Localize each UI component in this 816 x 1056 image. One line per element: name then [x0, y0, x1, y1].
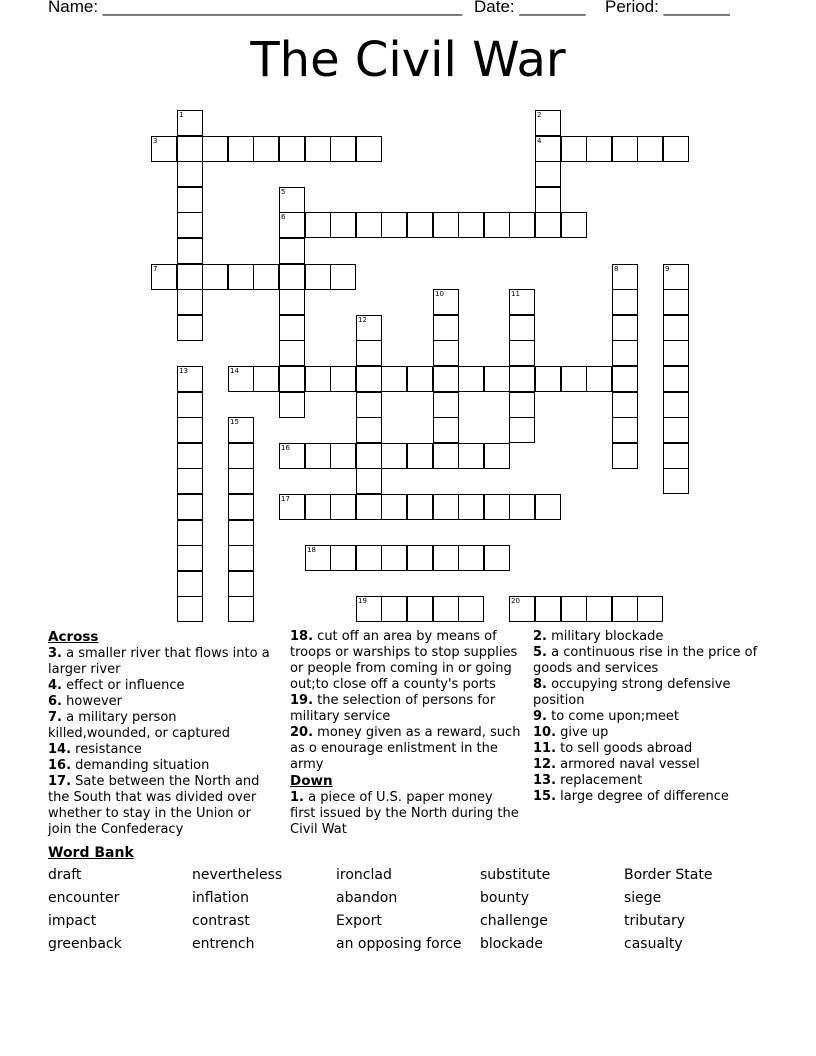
grid-cell[interactable] [381, 366, 407, 392]
clue-number-label: 2 [537, 111, 542, 119]
grid-cell[interactable] [458, 443, 484, 469]
grid-cell[interactable] [305, 136, 331, 162]
clue-down-10 [533, 725, 761, 741]
grid-cell[interactable] [433, 443, 459, 469]
clue-text: Sate between the North and the South that was divided over whether to stay in the Union or join the Confederacy [48, 774, 260, 837]
grid-cell[interactable] [612, 443, 638, 469]
grid-cell[interactable] [381, 443, 407, 469]
grid-cell[interactable] [305, 264, 331, 290]
grid-cell[interactable] [663, 340, 689, 366]
grid-cell[interactable] [612, 136, 638, 162]
grid-cell[interactable] [663, 468, 689, 494]
clue-text: a continuous rise in the price of goods and services [533, 645, 758, 676]
grid-cell[interactable] [433, 340, 459, 366]
clue-across-6 [48, 694, 270, 710]
grid-cell[interactable] [458, 212, 484, 238]
grid-cell[interactable] [279, 264, 305, 290]
grid-cell[interactable] [356, 468, 382, 494]
grid-cell[interactable] [407, 596, 433, 622]
clue-number-label: 13 [179, 367, 188, 375]
grid-cell[interactable] [228, 571, 254, 597]
grid-cell[interactable] [612, 417, 638, 443]
clue-text: money given as a reward, such as o enourage enlistment in the army [290, 725, 521, 772]
grid-cell[interactable] [484, 545, 510, 571]
grid-cell[interactable] [228, 545, 254, 571]
grid-cell[interactable] [663, 443, 689, 469]
grid-cell[interactable] [356, 136, 382, 162]
clue-text: armored naval vessel [560, 757, 700, 772]
grid-cell[interactable] [356, 366, 382, 392]
grid-cell[interactable] [177, 468, 203, 494]
grid-cell[interactable] [177, 136, 203, 162]
grid-cell[interactable] [484, 443, 510, 469]
grid-cell[interactable] [177, 264, 203, 290]
grid-cell[interactable] [433, 392, 459, 418]
clue-down-5 [533, 645, 761, 677]
grid-cell[interactable] [535, 366, 561, 392]
clue-number: 10. [533, 725, 557, 740]
grid-cell[interactable] [407, 212, 433, 238]
clue-down-11 [533, 741, 761, 757]
clue-number-label: 10 [435, 290, 444, 298]
clue-number: 7. [48, 710, 62, 725]
clue-column-2 [290, 629, 522, 838]
clue-text: military blockade [551, 629, 664, 644]
grid-cell[interactable] [458, 596, 484, 622]
grid-cell[interactable] [535, 596, 561, 622]
grid-cell[interactable] [356, 417, 382, 443]
clue-text: a military person killed,wounded, or captured [48, 710, 231, 741]
grid-cell[interactable] [509, 417, 535, 443]
grid-cell[interactable] [305, 443, 331, 469]
grid-cell[interactable] [177, 289, 203, 315]
clue-text: give up [560, 725, 609, 740]
clue-number-label: 15 [230, 418, 239, 426]
word-bank-item: challenge [480, 913, 548, 929]
clue-column-1 [48, 629, 270, 838]
grid-cell[interactable] [586, 596, 612, 622]
clue-number: 12. [533, 757, 557, 772]
grid-cell[interactable] [407, 494, 433, 520]
grid-cell[interactable] [509, 366, 535, 392]
grid-cell[interactable] [561, 596, 587, 622]
clue-number: 16. [48, 758, 72, 773]
grid-cell[interactable] [612, 366, 638, 392]
grid-cell[interactable] [228, 494, 254, 520]
grid-cell[interactable] [305, 366, 331, 392]
grid-cell[interactable] [177, 571, 203, 597]
grid-cell[interactable] [535, 212, 561, 238]
clue-number-label: 3 [153, 137, 158, 145]
grid-cell[interactable] [330, 366, 356, 392]
grid-cell[interactable] [561, 212, 587, 238]
clue-across-3 [48, 646, 270, 678]
grid-cell[interactable] [433, 545, 459, 571]
clue-across-20 [290, 725, 522, 773]
grid-cell[interactable] [433, 366, 459, 392]
clue-across-18 [290, 629, 522, 693]
grid-cell[interactable] [177, 187, 203, 213]
clue-number-label: 12 [358, 316, 367, 324]
clue-column-3 [533, 629, 761, 805]
page-title: The Civil War [250, 32, 566, 88]
grid-cell[interactable] [458, 366, 484, 392]
clue-number-label: 19 [358, 597, 367, 605]
grid-cell[interactable] [177, 212, 203, 238]
grid-cell[interactable] [177, 443, 203, 469]
word-bank-item: substitute [480, 867, 551, 883]
word-bank-item: blockade [480, 936, 543, 952]
word-bank-item: bounty [480, 890, 529, 906]
grid-cell[interactable] [509, 212, 535, 238]
clue-text: large degree of difference [560, 789, 729, 804]
word-bank-item: draft [48, 867, 82, 883]
clue-text: replacement [560, 773, 643, 788]
clue-number: 17. [48, 774, 72, 789]
word-bank-title: Word Bank [48, 845, 134, 861]
word-bank-item: ironclad [336, 867, 392, 883]
grid-cell[interactable] [253, 366, 279, 392]
clue-number-label: 11 [511, 290, 520, 298]
grid-cell[interactable] [433, 596, 459, 622]
clue-text: demanding situation [75, 758, 210, 773]
clue-number-label: 5 [281, 188, 286, 196]
clue-down-13 [533, 773, 761, 789]
clue-number: 11. [533, 741, 557, 756]
clue-number: 13. [533, 773, 557, 788]
word-bank-item: contrast [192, 913, 250, 929]
clue-down-1 [290, 790, 522, 838]
clue-text: to sell goods abroad [560, 741, 693, 756]
grid-cell[interactable] [458, 545, 484, 571]
grid-cell[interactable] [228, 443, 254, 469]
grid-cell[interactable] [612, 315, 638, 341]
down-heading: Down [290, 773, 333, 789]
clue-number: 9. [533, 709, 547, 724]
grid-cell[interactable] [612, 289, 638, 315]
grid-cell[interactable] [663, 392, 689, 418]
clue-number-label: 9 [665, 265, 670, 273]
clue-number: 5. [533, 645, 547, 660]
clue-down-15 [533, 789, 761, 805]
grid-cell[interactable] [509, 494, 535, 520]
grid-cell[interactable] [509, 392, 535, 418]
clue-number: 20. [290, 725, 314, 740]
grid-cell[interactable] [279, 392, 305, 418]
grid-cell[interactable] [330, 264, 356, 290]
grid-cell[interactable] [253, 136, 279, 162]
grid-cell[interactable] [228, 468, 254, 494]
grid-cell[interactable] [202, 136, 228, 162]
clue-down-2 [533, 629, 761, 645]
grid-cell[interactable] [535, 161, 561, 187]
clue-number: 8. [533, 677, 547, 692]
word-bank-item: impact [48, 913, 97, 929]
grid-cell[interactable] [637, 596, 663, 622]
clue-number: 18. [290, 629, 314, 644]
clue-number: 6. [48, 694, 62, 709]
date-label: Date: _______ [474, 0, 586, 16]
clue-across-7 [48, 710, 270, 742]
grid-cell[interactable] [433, 417, 459, 443]
grid-cell[interactable] [305, 212, 331, 238]
word-bank-item: nevertheless [192, 867, 283, 883]
word-bank-item: Border State [624, 867, 713, 883]
grid-cell[interactable] [356, 340, 382, 366]
clue-across-14 [48, 742, 270, 758]
grid-cell[interactable] [484, 366, 510, 392]
grid-cell[interactable] [561, 366, 587, 392]
grid-cell[interactable] [663, 315, 689, 341]
clue-text: cut off an area by means of troops or warships to stop supplies or people from coming in or going out;to close off a county's ports [290, 629, 518, 692]
grid-cell[interactable] [305, 494, 331, 520]
clue-number-label: 16 [281, 444, 290, 452]
grid-cell[interactable] [407, 443, 433, 469]
word-bank-item: casualty [624, 936, 683, 952]
clue-across-17 [48, 774, 270, 838]
word-bank-item: siege [624, 890, 662, 906]
grid-cell[interactable] [228, 264, 254, 290]
across-heading: Across [48, 629, 99, 645]
grid-cell[interactable] [663, 417, 689, 443]
grid-cell[interactable] [663, 366, 689, 392]
grid-cell[interactable] [330, 443, 356, 469]
grid-cell[interactable] [535, 494, 561, 520]
grid-cell[interactable] [279, 136, 305, 162]
word-bank-item: encounter [48, 890, 120, 906]
word-bank-item: entrench [192, 936, 255, 952]
clue-number-label: 7 [153, 265, 158, 273]
clue-text: a piece of U.S. paper money first issued by the North during the Civil Wat [290, 790, 519, 837]
grid-cell[interactable] [177, 315, 203, 341]
clue-down-9 [533, 709, 761, 725]
grid-cell[interactable] [228, 520, 254, 546]
clue-number-label: 8 [614, 265, 619, 273]
grid-cell[interactable] [330, 136, 356, 162]
grid-cell[interactable] [356, 443, 382, 469]
clue-text: resistance [75, 742, 142, 757]
grid-cell[interactable] [177, 520, 203, 546]
grid-cell[interactable] [509, 340, 535, 366]
grid-cell[interactable] [202, 264, 228, 290]
clue-number-label: 1 [179, 111, 184, 119]
grid-cell[interactable] [407, 545, 433, 571]
grid-cell[interactable] [253, 264, 279, 290]
grid-cell[interactable] [407, 366, 433, 392]
clue-number: 3. [48, 646, 62, 661]
clue-number-label: 17 [281, 495, 290, 503]
grid-cell[interactable] [484, 212, 510, 238]
grid-cell[interactable] [509, 315, 535, 341]
word-bank-item: inflation [192, 890, 249, 906]
clue-number-label: 6 [281, 213, 286, 221]
grid-cell[interactable] [228, 136, 254, 162]
grid-cell[interactable] [228, 596, 254, 622]
word-bank-item: abandon [336, 890, 398, 906]
grid-cell[interactable] [586, 366, 612, 392]
grid-cell[interactable] [535, 187, 561, 213]
grid-cell[interactable] [433, 494, 459, 520]
grid-cell[interactable] [177, 392, 203, 418]
grid-cell[interactable] [279, 289, 305, 315]
grid-cell[interactable] [279, 315, 305, 341]
grid-cell[interactable] [458, 494, 484, 520]
clue-number: 19. [290, 693, 314, 708]
clue-text: the selection of persons for military service [290, 693, 496, 724]
grid-cell[interactable] [330, 494, 356, 520]
grid-cell[interactable] [484, 494, 510, 520]
grid-cell[interactable] [356, 212, 382, 238]
grid-cell[interactable] [279, 366, 305, 392]
grid-cell[interactable] [637, 136, 663, 162]
clue-number: 1. [290, 790, 304, 805]
grid-cell[interactable] [561, 136, 587, 162]
name-label: Name: ______________________________________ [48, 0, 463, 16]
grid-cell[interactable] [612, 340, 638, 366]
grid-cell[interactable] [177, 417, 203, 443]
grid-cell[interactable] [381, 494, 407, 520]
clue-text: to come upon;meet [551, 709, 680, 724]
clue-number: 14. [48, 742, 72, 757]
word-bank-item: Export [336, 913, 382, 929]
word-bank-item: tributary [624, 913, 686, 929]
grid-cell[interactable] [330, 212, 356, 238]
grid-cell[interactable] [279, 340, 305, 366]
clue-number-label: 4 [537, 137, 542, 145]
clue-text: effect or influence [66, 678, 185, 693]
clue-down-12 [533, 757, 761, 773]
grid-cell[interactable] [177, 494, 203, 520]
grid-cell[interactable] [381, 212, 407, 238]
grid-cell[interactable] [279, 238, 305, 264]
grid-cell[interactable] [663, 289, 689, 315]
clue-text: occupying strong defensive position [533, 677, 731, 708]
grid-cell[interactable] [381, 596, 407, 622]
clue-down-8 [533, 677, 761, 709]
grid-cell[interactable] [433, 212, 459, 238]
grid-cell[interactable] [356, 494, 382, 520]
grid-cell[interactable] [177, 545, 203, 571]
clue-number-label: 18 [307, 546, 316, 554]
clue-number: 4. [48, 678, 62, 693]
clue-text: however [66, 694, 122, 709]
grid-cell[interactable] [330, 545, 356, 571]
clue-across-19 [290, 693, 522, 725]
grid-cell[interactable] [356, 545, 382, 571]
period-label: Period: _______ [605, 0, 730, 16]
clue-text: a smaller river that flows into a larger river [48, 646, 270, 677]
grid-cell[interactable] [381, 545, 407, 571]
grid-cell[interactable] [356, 392, 382, 418]
clue-across-4 [48, 678, 270, 694]
word-bank-item: greenback [48, 936, 122, 952]
grid-cell[interactable] [177, 596, 203, 622]
clue-number-label: 14 [230, 367, 239, 375]
grid-cell[interactable] [663, 136, 689, 162]
grid-cell[interactable] [177, 238, 203, 264]
clue-number: 2. [533, 629, 547, 644]
word-bank-item: an opposing force [336, 936, 462, 952]
clue-across-16 [48, 758, 270, 774]
grid-cell[interactable] [177, 161, 203, 187]
grid-cell[interactable] [612, 392, 638, 418]
grid-cell[interactable] [433, 315, 459, 341]
clue-number-label: 20 [511, 597, 520, 605]
clue-number: 15. [533, 789, 557, 804]
grid-cell[interactable] [612, 596, 638, 622]
grid-cell[interactable] [586, 136, 612, 162]
